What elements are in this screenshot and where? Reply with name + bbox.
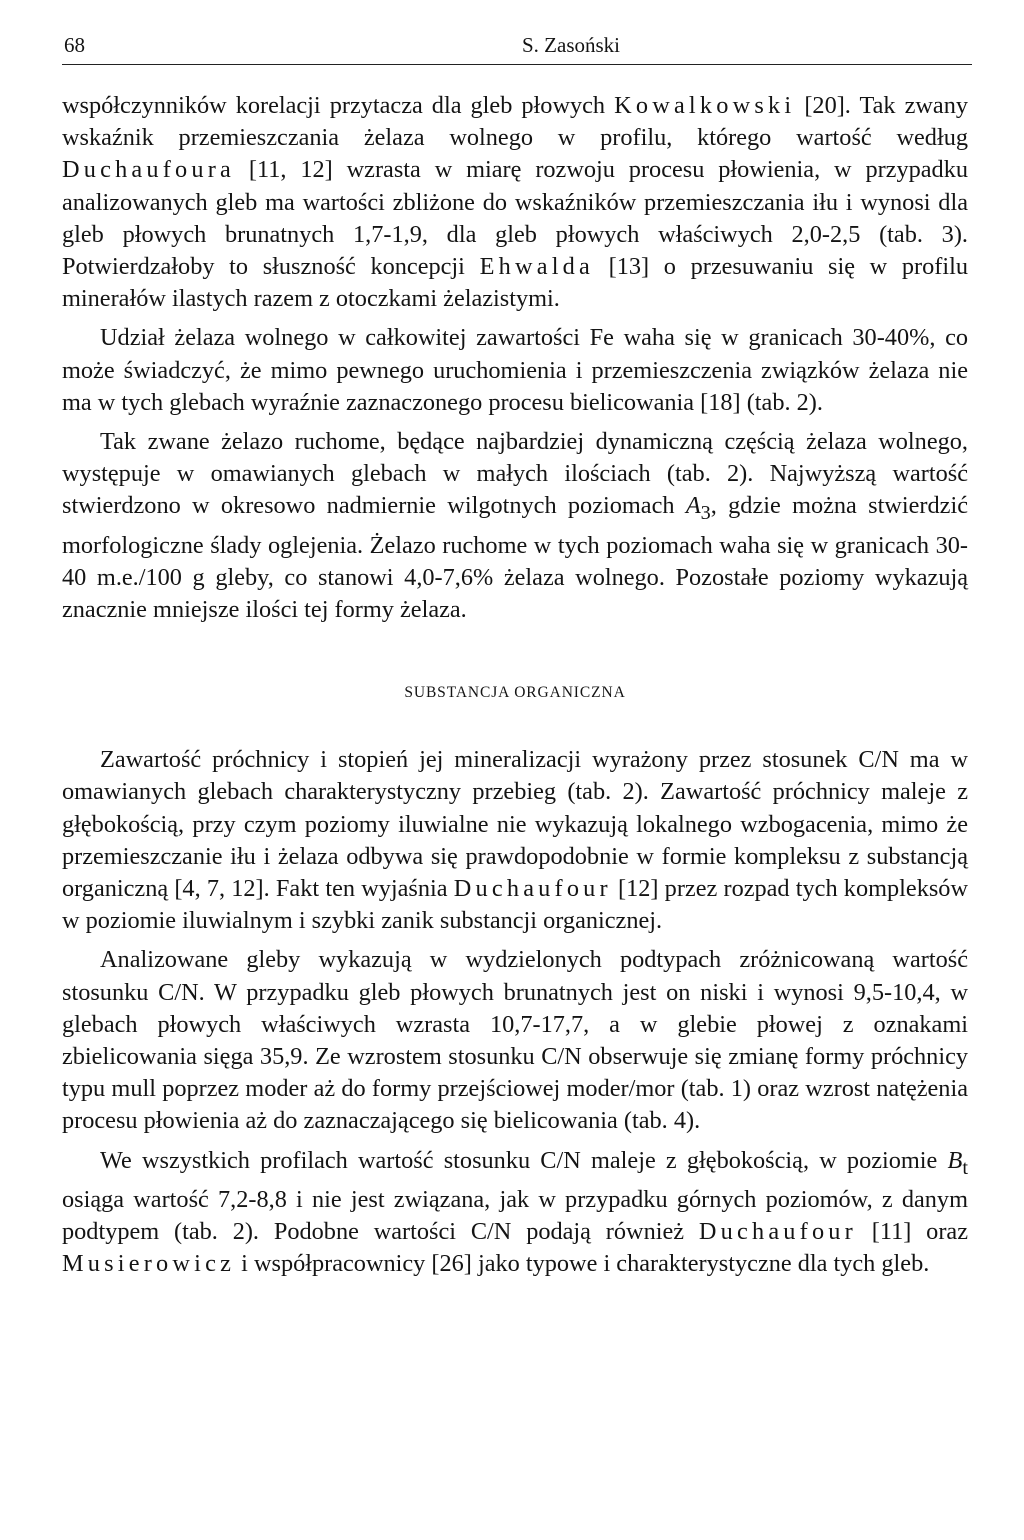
text-run: We wszystkich profilach wartość stosunku C/N maleje z głębokością, w poziomie <box>100 1146 948 1174</box>
paragraph-2: Udział żelaza wolnego w całkowitej zawartości Fe waha się w granicach 30-40%, co może świadczyć, że mimo pewnego uruchomienia i przemieszczenia związków żelaza nie ma w tych glebach wyraźnie zaznaczonego procesu bielicowania [18] (tab. 2). <box>62 324 968 416</box>
paragraph-3 <box>62 426 968 626</box>
horizon-subscript: t <box>962 1156 968 1179</box>
author-name: Musierowicz <box>62 1250 236 1278</box>
text-run: osiąga wartość 7,2-8,8 i nie jest związana, jak w przypadku górnych poziomów, z danym podtypem (tab. 2). Podobne wartości C/N podają również <box>62 1185 968 1245</box>
section-heading: SUBSTANCJA ORGANICZNA <box>404 684 626 702</box>
running-head: S. Zasoński <box>522 33 621 57</box>
horizon-subscript: 3 <box>700 502 711 525</box>
text-run: Zawartość próchnicy i stopień jej mineralizacji wyrażony przez stosunek C/N ma w omawianych glebach charakterystyczny przebieg (tab. 2). Zawartość próchnicy maleje z głębokością, przy czym poziomy iluwialne nie wykazują lokalnego wzbogacenia, mimo że przemieszczanie iłu i żelaza odbywa się prawdopodobnie w formie kompleksu z substancją organiczną [4, 7, 12]. Fakt ten wyjaśnia <box>62 746 968 902</box>
text-run: [11, 12] wzrasta w miarę rozwoju procesu płowienia, w przypadku analizowanych gleb ma wartości zbliżone do wskaźników przemieszczania iłu i wynosi dla gleb płowych brunatnych 1,7-1,9, dla gleb płowych właściwych 2,0-2,5 (tab. 3). Potwierdzałoby to słuszność koncepcji <box>62 156 968 281</box>
text-run: , gdzie można stwierdzić morfologiczne ślady oglejenia. Żelazo ruchome w tych poziomach waha się w granicach 30-40 m.e./100 g gleby, co stanowi 4,0-7,6% żelaza wolnego. Pozostałe poziomy wykazują znacznie mniejsze ilości tej formy żelaza. <box>62 492 968 623</box>
author-name: Duchaufoura <box>62 156 236 184</box>
body-text <box>62 90 968 1280</box>
text-run: [13] o przesuwaniu się w profilu minerałów ilastych razem z otoczkami żelazistymi. <box>62 253 968 313</box>
author-name: Kowalkowski <box>614 92 796 119</box>
text-run: współczynników korelacji przytacza dla gleb płowych <box>62 92 615 119</box>
text-run: i współpracownicy [26] jako typowe i charakterystyczne dla tych gleb. <box>235 1250 930 1278</box>
horizon-symbol: A <box>685 492 701 520</box>
page-number: 68 <box>64 33 85 57</box>
paragraph-4 <box>62 744 968 937</box>
text-run: Tak zwane żelazo ruchome, będące najbardziej dynamiczną częścią żelaza wolnego, występuje w omawianych glebach w małych ilościach (tab. 2). Najwyższą wartość stwierdzono w okresowo nadmiernie wilgotnych poziomach <box>62 428 968 520</box>
paragraph-1 <box>62 90 968 315</box>
paragraph-6 <box>62 1145 968 1281</box>
text-run: [20]. Tak zwany wskaźnik przemieszczania żelaza wolnego w profilu, którego wartość według <box>62 92 969 152</box>
text-run: [12] przez rozpad tych kompleksów w poziomie iluwialnym i szybki zanik substancji organicznej. <box>62 874 968 935</box>
horizon-symbol: B <box>947 1146 963 1174</box>
page-header <box>62 30 972 65</box>
author-name: Duchaufour <box>453 874 612 902</box>
author-name: Ehwalda <box>479 253 594 281</box>
author-name: Duchaufour <box>698 1217 857 1245</box>
text-run: [11] oraz <box>856 1217 968 1245</box>
paragraph-5: Analizowane gleby wykazują w wydzielonych podtypach zróżnicowaną wartość stosunku C/N. W przypadku gleb płowych brunatnych jest on niski i wynosi 9,5-10,4, w glebach płowych właściwych wzrasta 10,7-17,7, a w glebie płowej z oznakami zbielicowania sięga 35,9. Ze wzrostem stosunku C/N obserwuje się zmianę formy próchnicy typu mull poprzez moder aż do formy przejściowej moder/mor (tab. 1) oraz wzrost natężenia procesu płowienia aż do zaznaczającego się bielicowania (tab. 4). <box>62 946 968 1135</box>
